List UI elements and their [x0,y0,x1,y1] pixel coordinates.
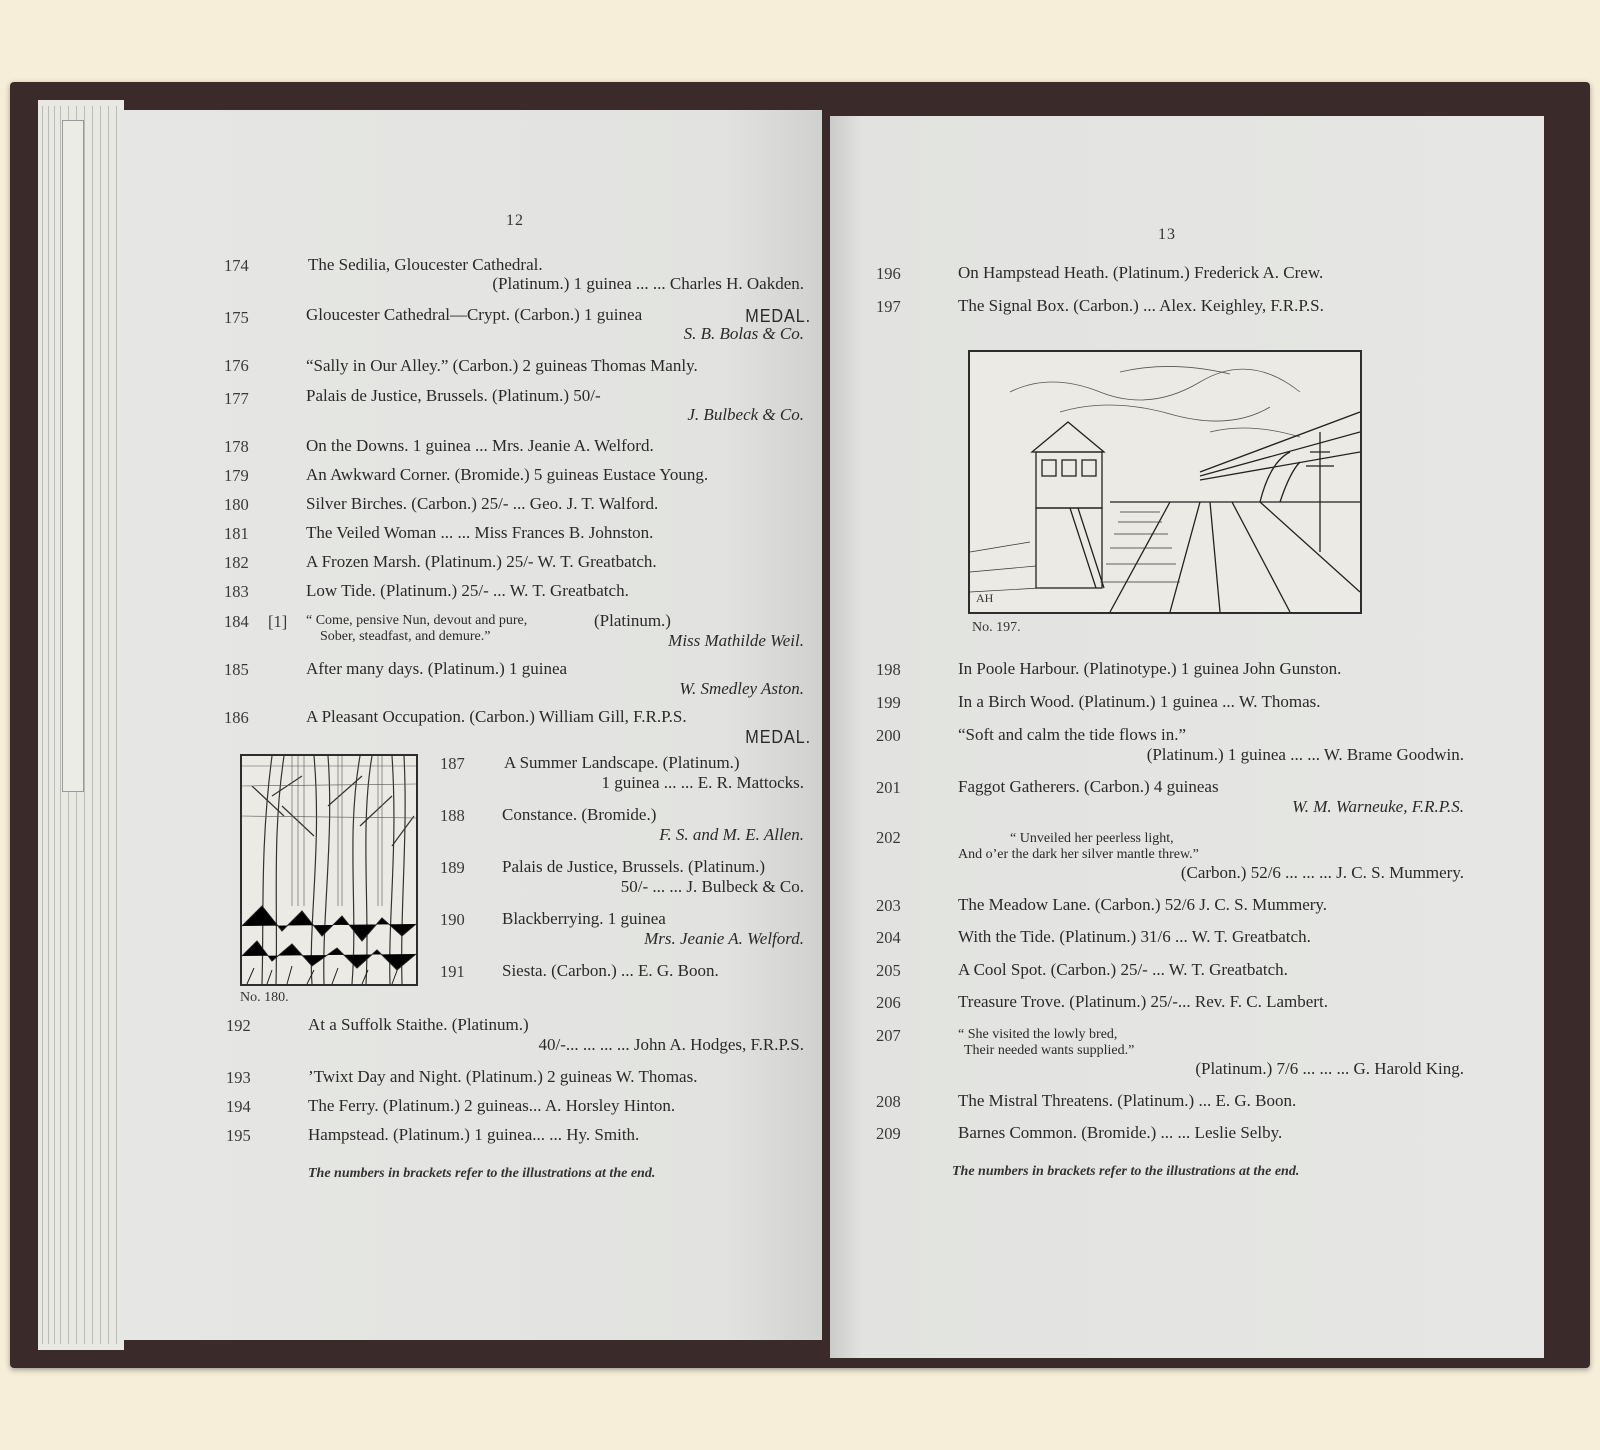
entry-title: Hampstead. (Platinum.) 1 guinea... ... Hy. Smith. [308,1125,640,1144]
entry-number: 183 [224,582,249,601]
entry-number: 194 [226,1097,251,1116]
entry-number: 206 [876,993,901,1012]
quote-line: “ Unveiled her peerless light, [1010,831,1174,846]
entry-title: The Sedilia, Gloucester Cathedral. [308,255,543,274]
entry-detail: (Platinum.) 1 guinea ... ... Charles H. Oakden. [492,274,804,293]
entry-title: “Sally in Our Alley.” (Carbon.) 2 guineas Thomas Manly. [306,356,698,375]
entry-detail: W. M. Warneuke, F.R.P.S. [1292,797,1464,816]
entry-detail: (Platinum.) 7/6 ... ... ... G. Harold King. [1195,1059,1464,1078]
entry-title: A Pleasant Occupation. (Carbon.) William Gill, F.R.P.S. [306,707,687,726]
entry-title: Palais de Justice, Brussels. (Platinum.) 50/- [306,386,601,405]
entry-detail: Mrs. Jeanie A. Welford. [644,929,804,948]
entry-detail: Miss Mathilde Weil. [668,631,804,650]
quote-line: Their needed wants supplied.” [964,1043,1135,1058]
page-number: 13 [1158,226,1176,243]
entry-number: 193 [226,1068,251,1087]
entry-title: ’Twixt Day and Night. (Platinum.) 2 guineas W. Thomas. [308,1067,698,1086]
entry-number: 181 [224,524,249,543]
entry-number: 184 [224,612,249,631]
entry-number: 180 [224,495,249,514]
entry-number: 188 [440,806,465,825]
inserted-slip [62,120,84,792]
entry-detail: S. B. Bolas & Co. [683,324,804,343]
entry-number: 203 [876,896,901,915]
book-spine [822,96,830,1366]
quote-line: And o’er the dark her silver mantle threw.” [958,847,1199,862]
entry-number: 201 [876,778,901,797]
entry-number: 190 [440,910,465,929]
entry-number: 182 [224,553,249,572]
medal-label: MEDAL. [745,306,812,326]
entry-title: The Signal Box. (Carbon.) ... Alex. Keighley, F.R.P.S. [958,296,1324,315]
entry-number: 189 [440,858,465,877]
entry-title: Palais de Justice, Brussels. (Platinum.) [502,857,766,876]
birch-sketch [242,756,416,984]
entry-title: Siesta. (Carbon.) ... E. G. Boon. [502,961,719,980]
quote-line: Sober, steadfast, and demure.” [320,629,491,644]
medal-label: MEDAL. [745,727,812,747]
entry-title: Low Tide. (Platinum.) 25/- ... W. T. Greatbatch. [306,581,629,600]
entry-title: A Summer Landscape. (Platinum.) [504,753,740,772]
entry-title: Barnes Common. (Bromide.) ... ... Leslie Selby. [958,1123,1283,1142]
entry-title: Blackberrying. 1 guinea [502,909,666,928]
footnote: The numbers in brackets refer to the illustrations at the end. [952,1164,1300,1179]
entry-detail: J. Bulbeck & Co. [687,405,804,424]
entry-number: 195 [226,1126,251,1145]
entry-title: Faggot Gatherers. (Carbon.) 4 guineas [958,777,1219,796]
entry-title: A Frozen Marsh. (Platinum.) 25/- W. T. Greatbatch. [306,552,657,571]
entry-title: Constance. (Bromide.) [502,805,657,824]
entry-medium: (Platinum.) [594,611,671,630]
entry-number: 186 [224,708,249,727]
entry-detail: 1 guinea ... ... E. R. Mattocks. [601,773,804,792]
illustration-birches [240,754,418,986]
entry-number: 176 [224,356,249,375]
entry-detail: 40/-... ... ... ... John A. Hodges, F.R.P.S. [538,1035,804,1054]
entry-number: 202 [876,828,901,847]
entry-number: 179 [224,466,249,485]
illustration-caption: No. 197. [972,620,1021,635]
entry-number: 177 [224,389,249,408]
entry-detail: W. Smedley Aston. [679,679,804,698]
quote-line: “ Come, pensive Nun, devout and pure, [306,613,528,628]
entry-number: 198 [876,660,901,679]
entry-title: After many days. (Platinum.) 1 guinea [306,659,568,678]
entry-detail: (Platinum.) 1 guinea ... ... W. Brame Goodwin. [1146,745,1464,764]
entry-number: 200 [876,726,901,745]
entry-number: 175 [224,308,249,327]
entry-number: 187 [440,754,465,773]
entry-title: On the Downs. 1 guinea ... Mrs. Jeanie A. Welford. [306,436,654,455]
entry-title: Treasure Trove. (Platinum.) 25/-... Rev. F. C. Lambert. [958,992,1328,1011]
entry-title: The Veiled Woman ... ... Miss Frances B. Johnston. [306,523,654,542]
entry-title: The Ferry. (Platinum.) 2 guineas... A. Horsley Hinton. [308,1096,676,1115]
entry-detail: F. S. and M. E. Allen. [659,825,804,844]
entry-title: An Awkward Corner. (Bromide.) 5 guineas Eustace Young. [306,465,709,484]
illustration-signal-box [968,350,1362,614]
entry-number: 208 [876,1092,901,1111]
entry-title: “Soft and calm the tide flows in.” [958,725,1187,744]
entry-detail: (Carbon.) 52/6 ... ... ... J. C. S. Mummery. [1180,863,1464,882]
entry-number: 191 [440,962,465,981]
page-number: 12 [506,212,524,229]
entry-title: Silver Birches. (Carbon.) 25/- ... Geo. J. T. Walford. [306,494,659,513]
footnote: The numbers in brackets refer to the illustrations at the end. [308,1166,656,1181]
illustration-caption: No. 180. [240,990,289,1005]
quote-line: “ She visited the lowly bred, [958,1027,1118,1042]
entry-number: 199 [876,693,901,712]
entry-title: On Hampstead Heath. (Platinum.) Frederick A. Crew. [958,263,1324,282]
illustration-signature: AH [976,591,994,605]
entry-number: 209 [876,1124,901,1143]
entry-title: The Mistral Threatens. (Platinum.) ... E. G. Boon. [958,1091,1297,1110]
entry-number: 174 [224,256,249,275]
entry-title: A Cool Spot. (Carbon.) 25/- ... W. T. Greatbatch. [958,960,1288,979]
entry-number: 178 [224,437,249,456]
entry-number: 196 [876,264,901,283]
entry-title: With the Tide. (Platinum.) 31/6 ... W. T. Greatbatch. [958,927,1311,946]
entry-number: 192 [226,1016,251,1035]
entry-number: 207 [876,1026,901,1045]
entry-title: In Poole Harbour. (Platinotype.) 1 guinea John Gunston. [958,659,1342,678]
entry-title: At a Suffolk Staithe. (Platinum.) [308,1015,529,1034]
illustration-ref: [1] [268,612,288,631]
entry-number: 185 [224,660,249,679]
entry-number: 204 [876,928,901,947]
entry-title: In a Birch Wood. (Platinum.) 1 guinea ... W. Thomas. [958,692,1321,711]
entry-number: 197 [876,297,901,316]
entry-title: Gloucester Cathedral—Crypt. (Carbon.) 1 guinea [306,305,643,324]
signal-box-sketch [970,352,1360,612]
entry-title: The Meadow Lane. (Carbon.) 52/6 J. C. S. Mummery. [958,895,1328,914]
entry-number: 205 [876,961,901,980]
entry-detail: 50/- ... ... J. Bulbeck & Co. [620,877,804,896]
